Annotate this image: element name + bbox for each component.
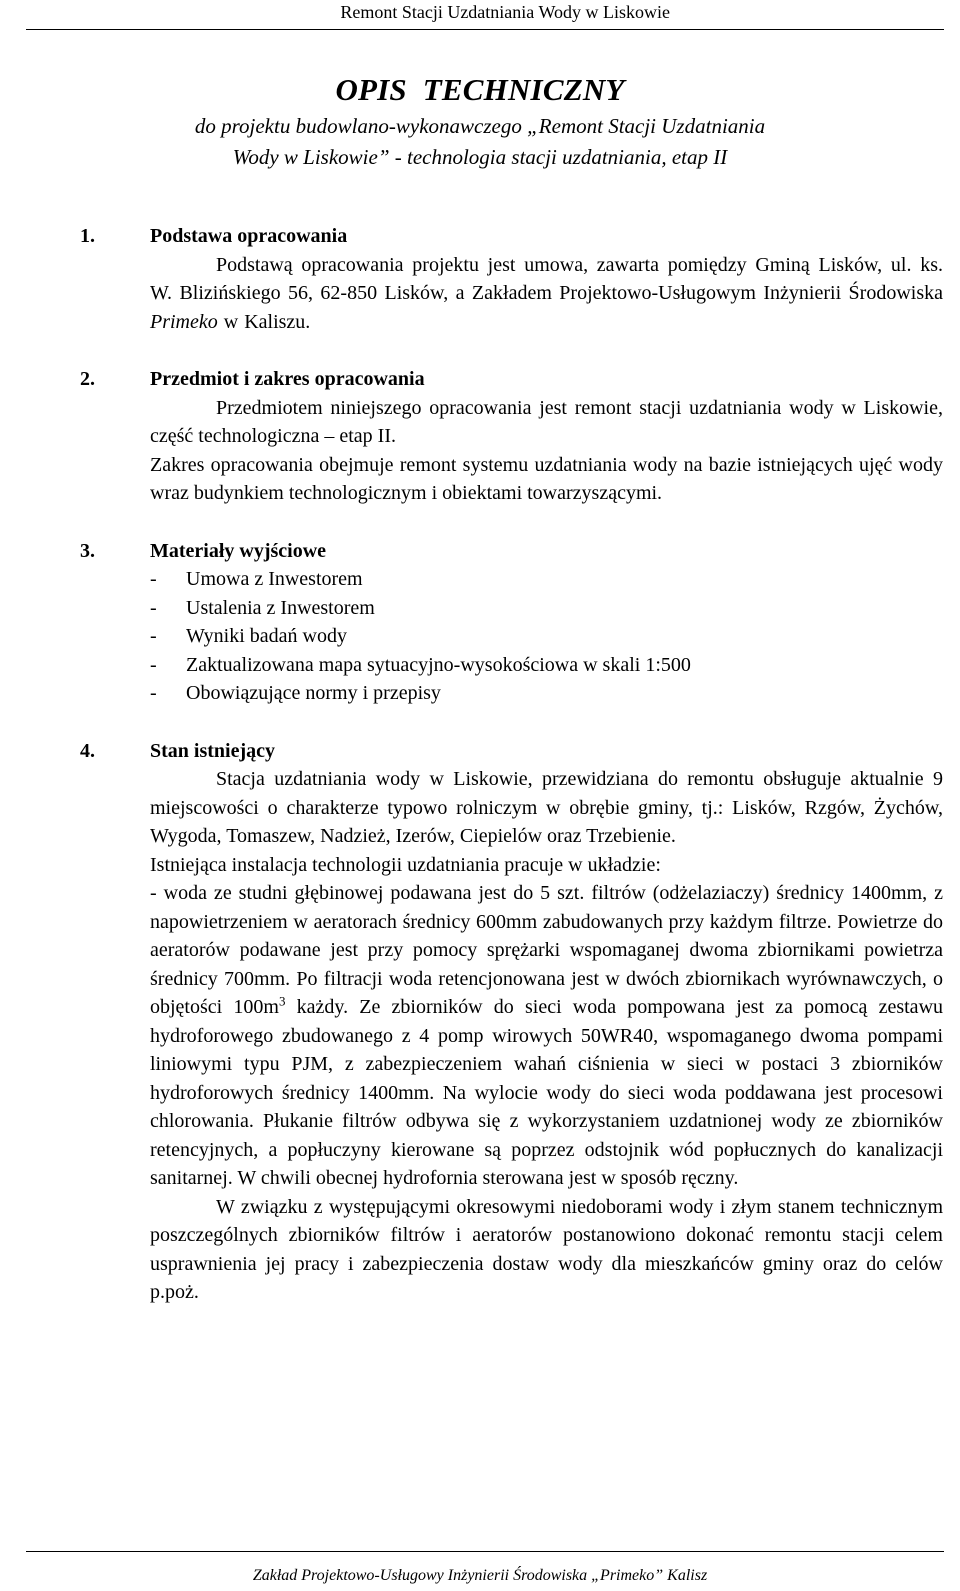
section-number: 3. — [80, 539, 95, 562]
superscript: 3 — [278, 993, 286, 1009]
footer-rule — [26, 1551, 944, 1552]
section-heading — [80, 737, 943, 766]
section-heading — [80, 537, 943, 566]
list-item — [150, 651, 943, 680]
list-item — [150, 594, 943, 623]
document-subtitle-line-1: do projektu budowlano-wykonawczego „Remont Stacji Uzdatniania — [194, 114, 766, 138]
list-item — [150, 679, 943, 708]
list-item-text: Umowa z Inwestorem — [186, 568, 363, 590]
list-item — [150, 622, 943, 651]
section-paragraph — [150, 879, 943, 1193]
section-title: Przedmiot i zakres opracowania — [150, 368, 425, 390]
section-number: 1. — [80, 225, 95, 247]
paragraph-text: - woda ze studni głębinowej podawana jest do 5 szt. filtrów (odżelaziaczy) średnicy 1400mm, z napowietrzeniem w aeratorach średnicy 600mm zabudowanych przy każdym filtrze. Powietrze do aeratorów podawane jest przy pomocy sprężarki wspomaganej dwoma zbiornikami powietrza średnicy 700mm. Po filtracji woda retencjonowana jest w dwóch zbiornikach wyrównawczych, o objętości 100m — [150, 882, 943, 1018]
paragraph-text: każdy. Ze zbiorników do sieci woda pompowana jest za pomocą zestawu hydroforowego zbudowanego z 4 pomp wirowych 50WR40, wspomaganego dwoma pompami liniowymi typu PJM, z zabezpieczeniem wahań ciśnienia w sieci w postaci 3 zbiorników hydroforowych średnicy 1400mm. Na wylocie wody do sieci woda poddawana jest procesowi chlorowania. Płukanie filtrów odbywa się z wykorzystaniem uzdatnionej wody ze zbiorników retencyjnych, a popłuczyny kierowane są poprzez odstojnik wód popłucznych do kanalizacji sanitarnej. W chwili obecnej hydrofornia sterowana jest w sposób ręczny. — [150, 996, 944, 1189]
section-title: Podstawa opracowania — [150, 225, 348, 247]
list-dash: - — [150, 568, 157, 590]
section-heading — [80, 365, 943, 394]
company-name-italic: Primeko — [150, 310, 218, 333]
list-item-text: Obowiązujące normy i przepisy — [186, 682, 441, 704]
list-dash: - — [150, 625, 157, 647]
section-scope — [80, 365, 943, 508]
list-item-text: Zaktualizowana mapa sytuacyjno-wysokościowa w skali 1:500 — [186, 653, 691, 676]
section-paragraph: Przedmiotem niniejszego opracowania jest remont stacji uzdatniania wody w Liskowie, część technologiczna – etap II. — [150, 396, 943, 447]
list-dash: - — [150, 682, 157, 704]
section-number: 4. — [80, 739, 95, 762]
section-basis — [80, 222, 943, 336]
section-existing-state — [80, 737, 944, 1307]
list-dash: - — [150, 596, 157, 619]
section-paragraph: Stacja uzdatniania wody w Liskowie, przewidziana do remontu obsługuje aktualnie 9 miejscowości o charakterze typowo rolniczym w obrębie gminy, tj.: Lisków, Rzgów, Żychów, Wygoda, Tomaszew, Nadzież, Izerów, Ciepielów oraz Trzebienie. — [150, 768, 943, 847]
section-paragraph: W związku z występującymi okresowymi niedoborami wody i złym stanem technicznym poszczególnych zbiorników filtrów i aeratorów postanowiono dokonać remontu stacji celem usprawnienia jej pracy i zabezpieczenia dostaw wody dla mieszkańców gminy oraz do celów p.poż. — [150, 1195, 943, 1303]
title-block — [0, 70, 960, 172]
paragraph-text: w Kaliszu. — [217, 310, 311, 333]
document-title: OPIS TECHNICZNY — [335, 72, 625, 107]
section-materials — [80, 537, 943, 708]
section-paragraph: Istniejąca instalacja technologii uzdatniania pracuje w układzie: — [150, 853, 661, 876]
document-body — [80, 222, 944, 1307]
running-header: Remont Stacji Uzdatniania Wody w Liskowie — [340, 2, 670, 22]
header-rule — [26, 29, 944, 30]
list-dash: - — [150, 653, 157, 676]
section-title: Stan istniejący — [150, 739, 275, 762]
section-paragraph — [150, 251, 943, 337]
section-paragraph: Zakres opracowania obejmuje remont systemu uzdatniania wody na bazie istniejących ujęć wody wraz budynkiem technologicznym i obiektami towarzyszącymi. — [150, 453, 943, 504]
section-heading — [80, 222, 943, 251]
section-number: 2. — [80, 368, 95, 390]
list-item-text: Ustalenia z Inwestorem — [186, 596, 375, 619]
running-footer: Zakład Projektowo-Usługowy Inżynierii Środowiska „Primeko” Kalisz — [252, 1567, 708, 1584]
list-item-text: Wyniki badań wody — [186, 625, 347, 647]
paragraph-text: Podstawą opracowania projektu jest umowa, zawarta pomiędzy Gminą Lisków, ul. ks. W. Blizińskiego 56, 62-850 Lisków, a Zakładem Projektowo-Usługowym Inżynierii Środowiska — [150, 253, 943, 304]
materials-list — [150, 565, 943, 708]
section-title: Materiały wyjściowe — [150, 539, 327, 562]
document-subtitle-line-2: Wody w Liskowie” - technologia stacji uzdatniania, etap II — [232, 145, 728, 169]
list-item — [150, 565, 943, 594]
